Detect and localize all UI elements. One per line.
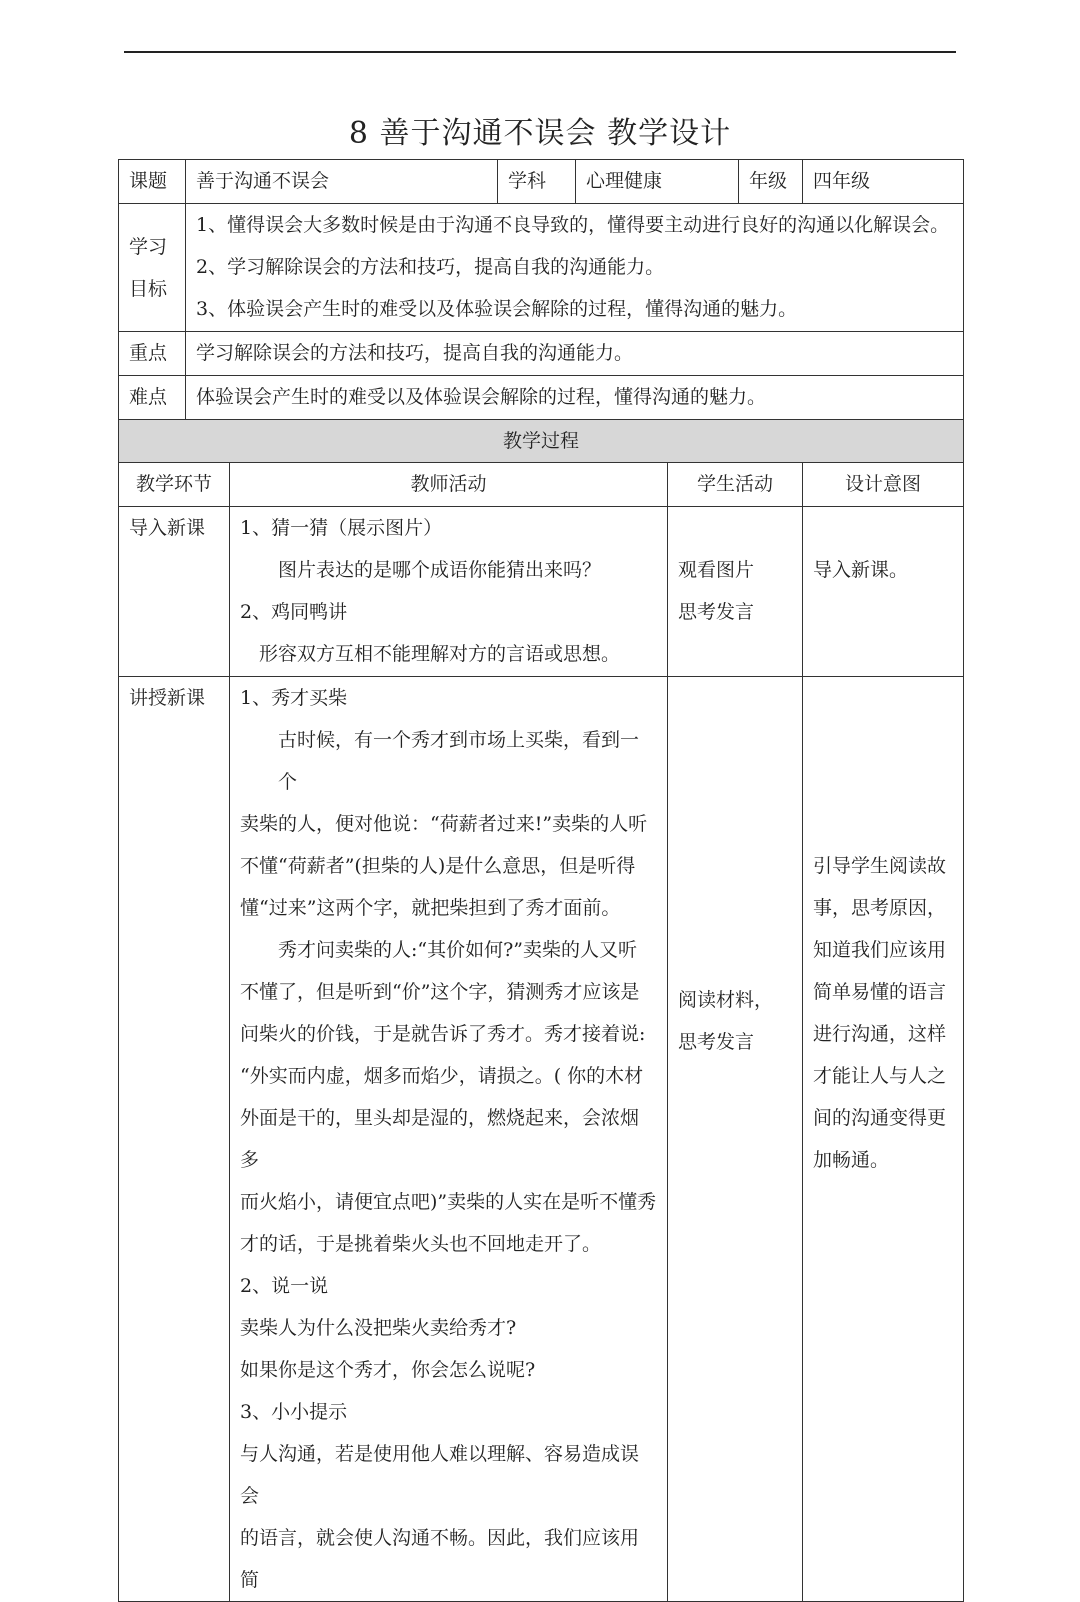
- objective-item: 3、体验误会产生时的难受以及体验误会解除的过程，懂得沟通的魅力。: [196, 298, 798, 320]
- teacher-line: 如果你是这个秀才，你会怎么说呢?: [240, 1359, 536, 1381]
- objectives-label: [119, 204, 186, 332]
- grade-label: 年级: [739, 160, 803, 204]
- objectives-label-line2: 目标: [129, 277, 168, 300]
- lecture-design-intent: [803, 677, 964, 1602]
- teacher-line: 问柴火的价钱，于是就告诉了秀才。秀才接着说:: [240, 1023, 646, 1045]
- student-line: 阅读材料，: [678, 989, 774, 1011]
- difficulty-value: 体验误会产生时的难受以及体验误会解除的过程，懂得沟通的魅力。: [186, 376, 964, 420]
- teacher-line: 2、说一说: [240, 1275, 329, 1297]
- teacher-line: 3、小小提示: [240, 1401, 348, 1423]
- intent-line: 才能让人与人之: [813, 1065, 947, 1087]
- teacher-line: 古时候，有一个秀才到市场上买柴，看到一个: [278, 729, 640, 793]
- subject-label: 学科: [498, 160, 576, 204]
- student-line: 观看图片: [678, 559, 755, 581]
- difficulty-label: 难点: [119, 376, 186, 420]
- teacher-line: 形容双方互相不能理解对方的言语或思想。: [259, 643, 621, 665]
- lecture-stage: 讲授新课: [119, 677, 230, 1602]
- process-header: 教学过程: [119, 420, 964, 463]
- teacher-line: 2、鸡同鸭讲: [240, 601, 348, 623]
- teacher-line: 外面是干的，里头却是湿的，燃烧起来，会浓烟多: [240, 1107, 640, 1171]
- objective-item: 2、学习解除误会的方法和技巧，提高自我的沟通能力。: [196, 256, 665, 278]
- student-line: 思考发言: [678, 1031, 755, 1053]
- teacher-line: 秀才问卖柴的人:“其价如何?”卖柴的人又听: [278, 939, 638, 961]
- teacher-line: 卖柴的人，便对他说：“荷薪者过来!”卖柴的人听: [240, 813, 648, 835]
- teacher-line: 而火焰小，请便宜点吧)”卖柴的人实在是听不懂秀: [240, 1191, 657, 1213]
- teacher-line: 1、秀才买柴: [240, 687, 348, 709]
- column-header-stage: 教学环节: [119, 463, 230, 507]
- intro-student-activity: [668, 507, 803, 677]
- intro-stage: 导入新课: [119, 507, 230, 677]
- teacher-line: 1、猜一猜（展示图片）: [240, 517, 443, 539]
- teacher-line: “外实而内虚，烟多而焰少，请损之。( 你的木材: [240, 1065, 644, 1087]
- teacher-line: 不懂“荷薪者”(担柴的人)是什么意思，但是听得: [240, 855, 636, 877]
- subject-value: 心理健康: [576, 160, 739, 204]
- teacher-line: 懂“过来”这两个字，就把柴担到了秀才面前。: [240, 897, 621, 919]
- process-table: [118, 419, 964, 1602]
- lecture-teacher-activity: [230, 677, 668, 1602]
- teacher-line: 图片表达的是哪个成语你能猜出来吗？: [278, 559, 602, 581]
- objectives-label-line1: 学习: [129, 235, 168, 258]
- intent-line: 简单易懂的语言: [813, 981, 947, 1003]
- intent-line: 进行沟通，这样: [813, 1023, 947, 1045]
- column-header-teacher: 教师活动: [230, 463, 668, 507]
- objectives-content: [186, 204, 964, 332]
- key-point-label: 重点: [119, 332, 186, 376]
- column-header-student: 学生活动: [668, 463, 803, 507]
- teacher-line: 卖柴人为什么没把柴火卖给秀才?: [240, 1317, 517, 1339]
- teacher-line: 的语言，就会使人沟通不畅。因此，我们应该用简: [240, 1527, 640, 1591]
- topic-label: 课题: [119, 160, 186, 204]
- intent-line: 加畅通。: [813, 1149, 890, 1171]
- objective-item: 1、懂得误会大多数时候是由于沟通不良导致的，懂得要主动进行良好的沟通以化解误会。: [196, 214, 950, 236]
- grade-value: 四年级: [803, 160, 964, 204]
- intent-line: 引导学生阅读故: [813, 855, 947, 877]
- info-table: [118, 159, 964, 420]
- page-title: 8 善于沟通不误会 教学设计: [348, 116, 732, 151]
- intent-line: 间的沟通变得更: [813, 1107, 947, 1129]
- header-rule: [124, 51, 956, 53]
- student-line: 思考发言: [678, 601, 755, 623]
- teacher-line: 不懂了，但是听到“价”这个字，猜测秀才应该是: [240, 981, 640, 1003]
- key-point-value: 学习解除误会的方法和技巧，提高自我的沟通能力。: [186, 332, 964, 376]
- intro-teacher-activity: [230, 507, 668, 677]
- intro-design-intent: [803, 507, 964, 677]
- intent-line: 知道我们应该用: [813, 939, 947, 961]
- intent-line: 事，思考原因，: [813, 897, 947, 919]
- topic-value: 善于沟通不误会: [186, 160, 498, 204]
- teacher-line: 才的话，于是挑着柴火头也不回地走开了。: [240, 1233, 602, 1255]
- column-header-intent: 设计意图: [803, 463, 964, 507]
- lecture-student-activity: [668, 677, 803, 1602]
- intent-line: 导入新课。: [813, 559, 909, 581]
- teacher-line: 与人沟通，若是使用他人难以理解、容易造成误会: [240, 1443, 640, 1507]
